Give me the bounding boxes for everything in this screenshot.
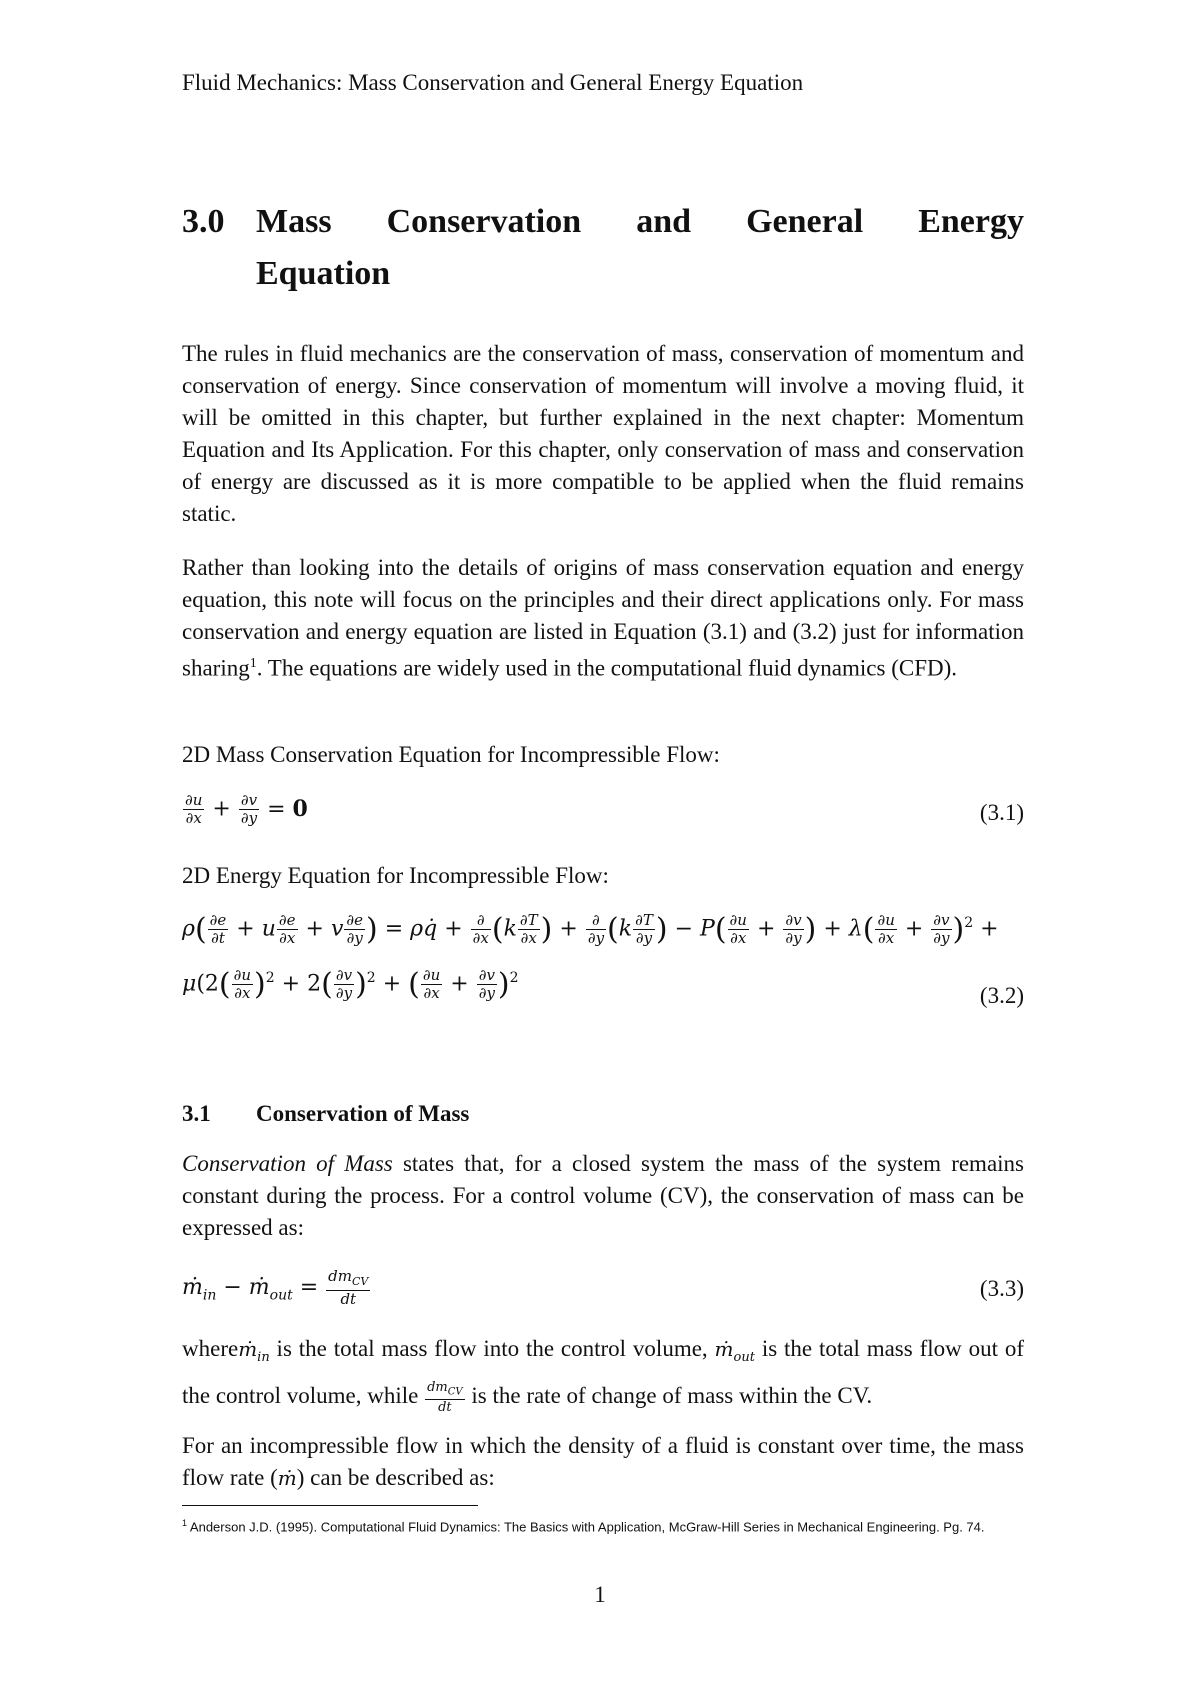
equations-paragraph	[182, 552, 1024, 685]
defined-term: Conservation of Mass	[182, 1151, 393, 1176]
equation-number: (3.1)	[979, 800, 1024, 825]
footnote-marker: 1	[182, 1518, 188, 1528]
equations-paragraph-text-end: . The equations are widely used in the computational fluid dynamics (CFD).	[256, 655, 958, 681]
conservation-of-mass-text: states that, for a closed system the mass of the system remains constant during the process. For a control volume (CV), the conservation of mass can be expressed as:	[182, 1151, 1025, 1240]
section-title: Conservation of Mass	[256, 1101, 470, 1126]
equation-3-2-line1	[182, 912, 1024, 952]
equation-number: (3.2)	[979, 983, 1024, 1008]
footnote	[182, 1514, 1024, 1536]
chapter-title-line1: Mass Conservation and General Energy	[256, 203, 1024, 240]
equation-3-2-line2	[182, 967, 1024, 1007]
chapter-number: 3.0	[182, 203, 225, 240]
chapter-title-line2: Equation	[256, 255, 391, 292]
energy-formula-line2: μ(2( $\frac{\partial u}{\partial x}$ )$^2$ + 2( $\frac{\partial v}{\partial y}$ )$^2$ + ( $\frac{\partial u}{\partial x}$ + $\frac{\partial v}{\partial y}$ )$^2$	[182, 966, 519, 1002]
mass-balance-formula: ṁ$_{in}$ − ṁ$_{out}$ = $\frac{dm_{CV}}{dt}$	[182, 1267, 369, 1308]
incompressible-text: For an incompressible flow in which the density of a fluid is constant over time, the mass flow rate (	[182, 1433, 1024, 1490]
running-header: Fluid Mechanics: Mass Conservation and General Energy Equation	[182, 70, 804, 95]
energy-equation-label: 2D Energy Equation for Incompressible Flow:	[182, 863, 609, 888]
definition-text: where	[182, 1336, 239, 1361]
footnote-text: Anderson J.D. (1995). Computational Fluid Dynamics: The Basics with Application, McGraw-Hill Series in Mechanical Engineering. Pg. 74.	[189, 1519, 985, 1535]
equation-number: (3.3)	[979, 1276, 1024, 1301]
equations-paragraph-text: Rather than looking into the details of origins of mass conservation equation and energy equation, this note will focus on the principles and their direct applications only. For mass conservation and energy equation are listed in Equation (3.1) and (3.2) just for information sharing	[182, 555, 1024, 681]
equation-3-1	[182, 792, 1024, 832]
intro-paragraph: The rules in fluid mechanics are the conservation of mass, conservation of momentum and conservation of energy. Since conservation of momentum will involve a moving fluid, it will be omitted in this chapter, but further explained in the next chapter: Momentum Equation and Its Application. For this chapter, only conservation of mass and conservation of energy are discussed as it is more compatible to be applied when the fluid remains static.	[182, 341, 1024, 526]
mass-flow-definition-paragraph: whereṁ$_{in}$ is the total mass flow into the control volume, ṁ$_{out}$ is the total mass flow out of the control volume, while $\frac{dm_{CV}}{dt}$ is the rate of change of mass within the CV.	[182, 1336, 1025, 1416]
conservation-of-mass-paragraph	[182, 1148, 1024, 1244]
energy-formula-line1: ρ( $\frac{\partial e}{\partial t}$ + u $\frac{\partial e}{\partial x}$ + v $\frac{\partial e}{\partial y}$ ) = ρq̇ + $\frac{\partial}{\partial x}$ (k $\frac{\partial T}{\partial x}$ ) + $\frac{\partial}{\partial y}$ (k $\frac{\partial T}{\partial y}$ ) − P( $\frac{\partial u}{\partial x}$ + $\frac{\partial v}{\partial y}$ ) + λ( $\frac{\partial u}{\partial x}$ + $\frac{\partial v}{\partial y}$ )$^2$ +	[182, 911, 999, 947]
definition-text: is the rate of change of mass within the CV.	[465, 1383, 873, 1408]
footnote-ref: 1	[249, 656, 257, 671]
section-number: 3.1	[182, 1101, 211, 1126]
page-number: 1	[594, 1582, 606, 1607]
section-heading	[182, 1101, 1024, 1127]
definition-text: is the total mass flow out of the control volume, while	[182, 1336, 1025, 1408]
incompressible-flow-paragraph: For an incompressible flow in which the density of a fluid is constant over time, the mass flow rate (ṁ) can be described as:	[182, 1433, 1024, 1490]
definition-text: is the total mass flow into the control volume,	[269, 1336, 715, 1361]
footnote-divider	[182, 1505, 478, 1506]
mass-conservation-formula: $\frac{\partial u}{\partial x}$ + $\frac{\partial v}{\partial y}$ = 0	[185, 791, 308, 827]
incompressible-text: ) can be described as:	[296, 1465, 495, 1490]
mass-equation-label: 2D Mass Conservation Equation for Incompressible Flow:	[182, 742, 720, 767]
equation-3-3	[182, 1268, 1024, 1308]
